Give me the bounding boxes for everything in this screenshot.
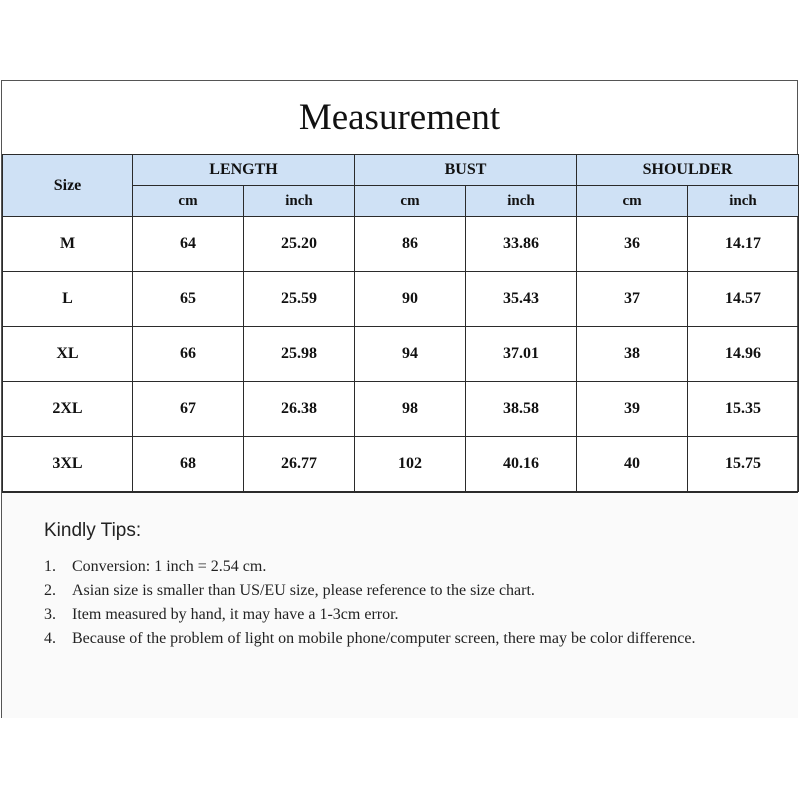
table-cell: 94 bbox=[355, 327, 466, 382]
table-cell: 14.96 bbox=[688, 327, 799, 382]
measurement-chart bbox=[1, 80, 798, 718]
size-cell: 2XL bbox=[3, 382, 133, 437]
table-cell: 65 bbox=[133, 272, 244, 327]
table-cell: 25.98 bbox=[244, 327, 355, 382]
size-table bbox=[2, 154, 799, 492]
table-cell: 40 bbox=[577, 437, 688, 492]
table-cell: 38.58 bbox=[466, 382, 577, 437]
size-cell: L bbox=[3, 272, 133, 327]
size-column-header: Size bbox=[3, 155, 133, 217]
table-row bbox=[3, 272, 799, 327]
list-item bbox=[44, 603, 724, 627]
size-cell: 3XL bbox=[3, 437, 133, 492]
table-cell: 37.01 bbox=[466, 327, 577, 382]
table-cell: 25.59 bbox=[244, 272, 355, 327]
table-cell: 64 bbox=[133, 217, 244, 272]
unit-header: inch bbox=[466, 186, 577, 217]
unit-header: inch bbox=[688, 186, 799, 217]
list-item-text: Because of the problem of light on mobile phone/computer screen, there may be color difference. bbox=[72, 630, 696, 647]
table-cell: 15.75 bbox=[688, 437, 799, 492]
table-cell: 68 bbox=[133, 437, 244, 492]
list-item-text: Conversion: 1 inch = 2.54 cm. bbox=[72, 558, 267, 575]
list-item bbox=[44, 555, 724, 579]
list-item-text: Asian size is smaller than US/EU size, please reference to the size chart. bbox=[72, 582, 535, 599]
unit-header: inch bbox=[244, 186, 355, 217]
table-cell: 33.86 bbox=[466, 217, 577, 272]
table-cell: 40.16 bbox=[466, 437, 577, 492]
group-header-length: LENGTH bbox=[133, 155, 355, 186]
unit-header: cm bbox=[577, 186, 688, 217]
table-row bbox=[3, 327, 799, 382]
table-cell: 102 bbox=[355, 437, 466, 492]
table-cell: 26.38 bbox=[244, 382, 355, 437]
table-cell: 36 bbox=[577, 217, 688, 272]
table-cell: 90 bbox=[355, 272, 466, 327]
table-cell: 35.43 bbox=[466, 272, 577, 327]
table-row bbox=[3, 382, 799, 437]
table-cell: 26.77 bbox=[244, 437, 355, 492]
table-cell: 86 bbox=[355, 217, 466, 272]
table-cell: 15.35 bbox=[688, 382, 799, 437]
table-cell: 67 bbox=[133, 382, 244, 437]
table-cell: 14.57 bbox=[688, 272, 799, 327]
tips-section bbox=[2, 492, 798, 718]
list-number: 3. bbox=[44, 606, 56, 623]
list-number: 2. bbox=[44, 582, 56, 599]
table-cell: 38 bbox=[577, 327, 688, 382]
tips-title: Kindly Tips: bbox=[44, 520, 142, 541]
table-cell: 25.20 bbox=[244, 217, 355, 272]
list-item-text: Item measured by hand, it may have a 1-3cm error. bbox=[72, 606, 399, 623]
list-item bbox=[44, 579, 724, 603]
list-number: 4. bbox=[44, 630, 56, 647]
table-cell: 37 bbox=[577, 272, 688, 327]
page-title: Measurement bbox=[298, 97, 501, 138]
table-row bbox=[3, 217, 799, 272]
group-header-bust: BUST bbox=[355, 155, 577, 186]
list-number: 1. bbox=[44, 558, 56, 575]
unit-header: cm bbox=[133, 186, 244, 217]
size-cell: XL bbox=[3, 327, 133, 382]
list-item bbox=[44, 627, 724, 651]
size-cell: M bbox=[3, 217, 133, 272]
unit-header: cm bbox=[355, 186, 466, 217]
tips-list bbox=[44, 555, 724, 651]
table-cell: 39 bbox=[577, 382, 688, 437]
table-cell: 66 bbox=[133, 327, 244, 382]
table-row bbox=[3, 437, 799, 492]
table-cell: 98 bbox=[355, 382, 466, 437]
group-header-shoulder: SHOULDER bbox=[577, 155, 799, 186]
table-cell: 14.17 bbox=[688, 217, 799, 272]
